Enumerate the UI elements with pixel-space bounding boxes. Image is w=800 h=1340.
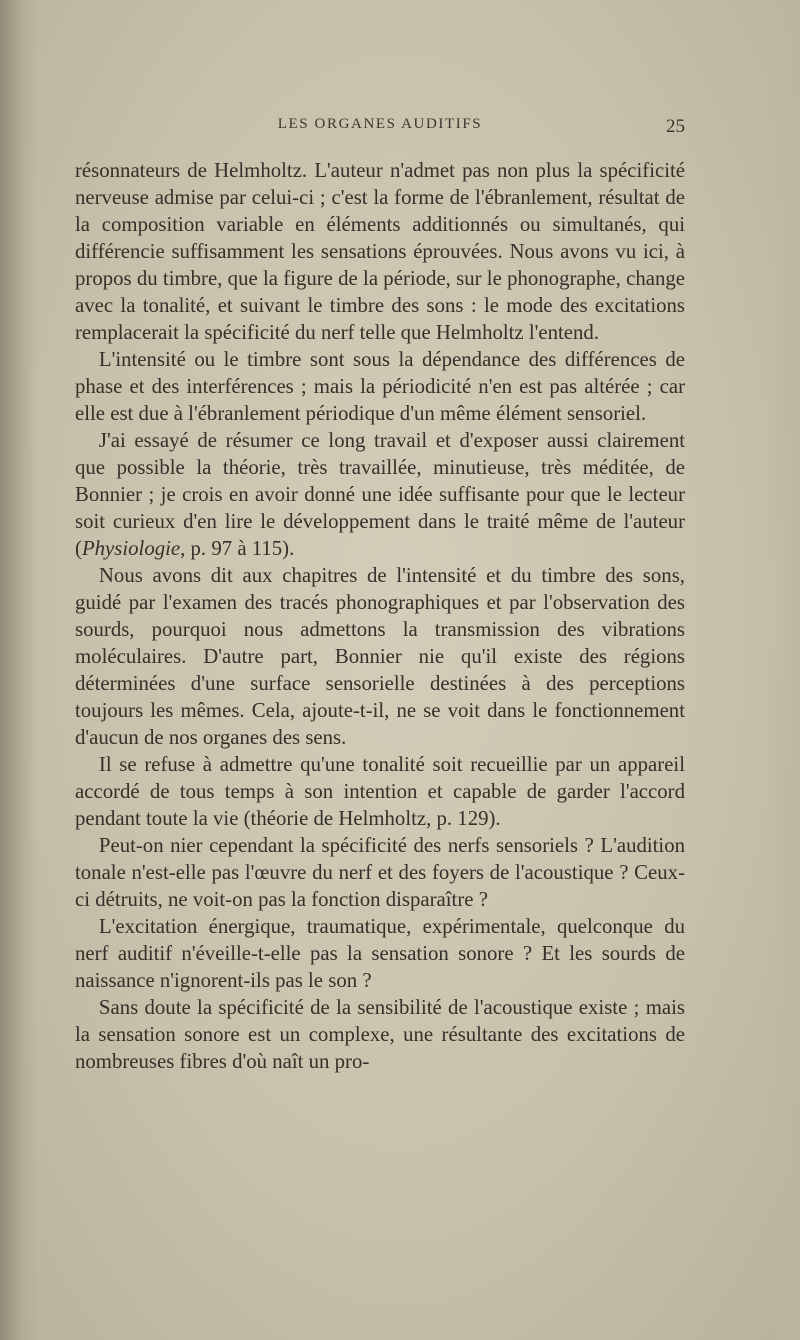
paragraph-2: L'intensité ou le timbre sont sous la dépendance des différences de phase et des interférences ; mais la périodicité n'en est pas altérée ; car elle est due à l'ébranlement périodique d'un même élément sensoriel. xyxy=(75,348,685,425)
running-head xyxy=(75,116,685,140)
paragraph-4: Nous avons dit aux chapitres de l'intensité et du timbre des sons, guidé par l'examen des tracés phonographiques et par l'observation des sourds, pourquoi nous admettons la transmission des vibrations moléculaires. D'autre part, Bonnier nie qu'il existe des régions déterminées d'une surface sensorielle destinées à des perceptions toujours les mêmes. Cela, ajoute-t-il, ne se voit dans le fonctionnement d'aucun de nos organes des sens. xyxy=(75,564,685,749)
body-text xyxy=(75,157,685,1075)
paragraph-3-citation: , p. 97 à 115). xyxy=(180,537,295,560)
running-title: LES ORGANES AUDITIFS xyxy=(277,116,483,132)
paragraph-7: L'excitation énergique, traumatique, expérimentale, quelconque du nerf auditif n'éveille-t-elle pas la sensation sonore ? Et les sourds de naissance n'ignorent-ils pas le son ? xyxy=(75,915,685,992)
paragraph-6: Peut-on nier cependant la spécificité des nerfs sensoriels ? L'audition tonale n'est-elle pas l'œuvre du nerf et des foyers de l'acoustique ? Ceux-ci détruits, ne voit-on pas la fonction disparaître ? xyxy=(75,834,685,911)
book-title-reference: Physiologie xyxy=(81,537,181,560)
paragraph-3 xyxy=(75,427,685,562)
paragraph-3-text: J'ai essayé de résumer ce long travail et d'exposer aussi clairement que possible la théorie, très travaillée, minutieuse, très méditée, de Bonnier ; je crois en avoir donné une idée suffisante pour que le lecteur soit curieux d'en lire le développement dans le traité même de l'auteur ( xyxy=(75,429,685,560)
page-number: 25 xyxy=(666,116,685,137)
paragraph-5: Il se refuse à admettre qu'une tonalité soit recueillie par un appareil accordé de tous temps à son intention et capable de garder l'accord pendant toute la vie (théorie de Helmholtz, p. 129). xyxy=(75,753,685,830)
paragraph-8: Sans doute la spécificité de la sensibilité de l'acoustique existe ; mais la sensation sonore est un complexe, une résultante des excitations de nombreuses fibres d'où naît un pro- xyxy=(75,996,685,1073)
paragraph-1: résonnateurs de Helmholtz. L'auteur n'admet pas non plus la spécificité nerveuse admise par celui-ci ; c'est la forme de l'ébranlement, résultat de la composition variable en éléments additionnés ou simultanés, qui différencie suffisamment les sensations éprouvées. Nous avons vu ici, à propos du timbre, que la figure de la période, sur le phonographe, change avec la tonalité, et suivant le timbre des sons : le mode des excitations remplacerait la spécificité du nerf telle que Helmholtz l'entend. xyxy=(75,159,685,344)
